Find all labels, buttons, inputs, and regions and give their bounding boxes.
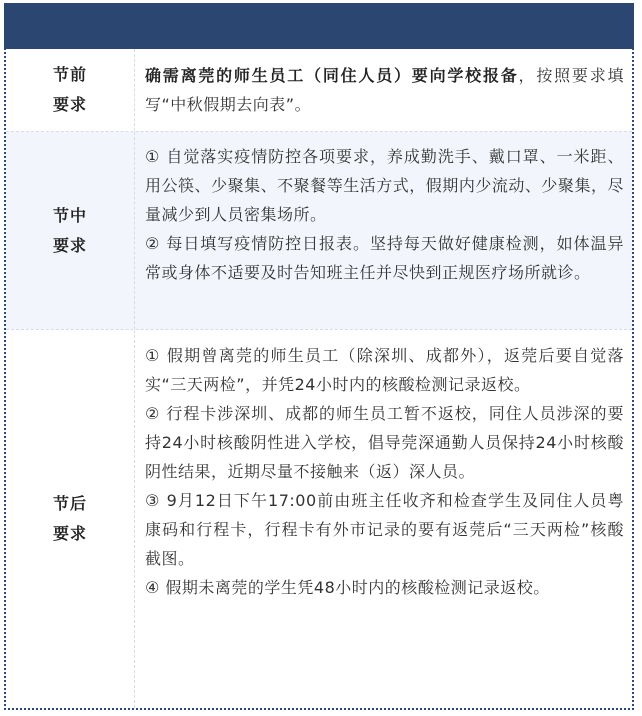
row-label-line2: 要求: [52, 235, 87, 255]
list-item: ④ 假期未离莞的学生凭48小时内的核酸检测记录返校。: [145, 578, 550, 597]
row-label-line2: 要求: [52, 95, 87, 114]
table-row-before-holiday: [6, 49, 632, 132]
requirements-table: [6, 49, 632, 708]
row-label-line2: 要求: [52, 524, 87, 543]
row-label-cell: [6, 49, 135, 131]
row-label-line1: 节前: [52, 65, 87, 84]
list-item: ② 行程卡涉深圳、成都的师生员工暂不返校，同住人员涉深的要持24小时核酸阴性进入学校，倡导莞深通勤人员保持24小时核酸阴性结果，近期尽量不接触来（返）深人员。: [145, 404, 624, 481]
row-label-cell: [6, 330, 135, 708]
table-row-during-holiday: [6, 132, 632, 330]
content-bold-text: 确需离莞的师生员工（同住人员）要向学校报备: [145, 66, 519, 85]
list-item: ③ 9月12日下午17:00前由班主任收齐和检查学生及同住人员粤康码和行程卡，行程卡有外市记录的要有返莞后“三天两检”核酸截图。: [145, 491, 624, 568]
list-item: ② 每日填写疫情防控日报表。坚持每天做好健康检测，如体温异常或身体不适要及时告知班主任并尽快到正规医疗场所就诊。: [145, 234, 624, 282]
table-row-after-holiday: [6, 330, 632, 708]
list-item: ① 假期曾离莞的师生员工（除深圳、成都外），返莞后要自觉落实“三天两检”，并凭24小时内的核酸检测记录返校。: [145, 346, 624, 394]
row-content-paragraph: [145, 59, 624, 119]
table-header-bar: [4, 3, 634, 49]
row-content-cell: [135, 49, 632, 131]
row-content-cell: [135, 330, 632, 708]
row-label-cell: [6, 132, 135, 329]
content-text: ，按照要求填写“中秋假期去向表”。: [145, 66, 624, 114]
row-label-line1: 节后: [52, 494, 87, 513]
row-label-line1: 节中: [52, 205, 87, 225]
list-item: ① 自觉落实疫情防控各项要求，养成勤洗手、戴口罩、一米距、用公筷、少聚集、不聚餐等生活方式，假期内少流动、少聚集，尽量减少到人员密集场所。: [145, 147, 624, 224]
row-content-cell: [135, 132, 632, 329]
